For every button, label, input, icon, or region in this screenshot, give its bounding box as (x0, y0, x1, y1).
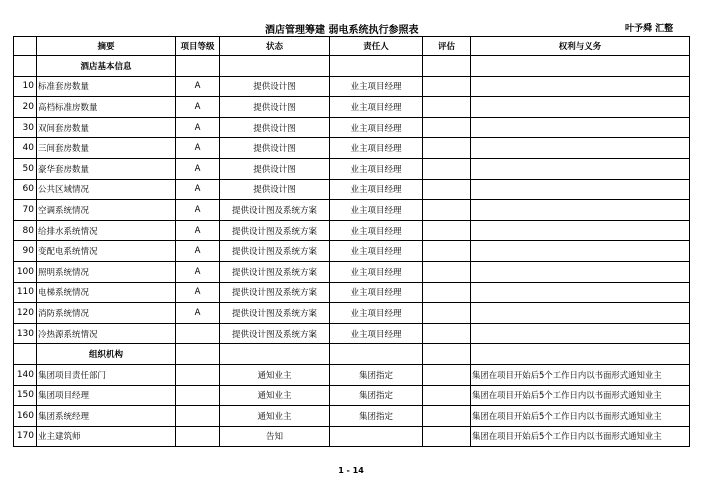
table-row (14, 117, 690, 138)
row-number: 20 (14, 97, 37, 118)
row-level (176, 426, 220, 447)
row-evaluation (423, 426, 471, 447)
row-number: 120 (14, 303, 37, 324)
row-summary: 三间套房数量 (37, 138, 176, 159)
row-status: 告知 (220, 426, 330, 447)
row-owner: 业主项目经理 (330, 179, 423, 200)
row-status: 提供设计图及系统方案 (220, 323, 330, 344)
row-evaluation (423, 406, 471, 427)
column-header-no (14, 37, 37, 56)
row-evaluation (423, 158, 471, 179)
table-row (14, 426, 690, 447)
row-evaluation (423, 179, 471, 200)
row-level (176, 364, 220, 385)
table-row (14, 364, 690, 385)
row-number: 90 (14, 241, 37, 262)
row-status: 提供设计图 (220, 158, 330, 179)
row-status: 提供设计图 (220, 117, 330, 138)
row-rights (471, 220, 690, 241)
row-level: A (176, 97, 220, 118)
section-header-row (14, 56, 690, 77)
row-evaluation (423, 200, 471, 221)
row-summary: 空调系统情况 (37, 200, 176, 221)
table-row (14, 97, 690, 118)
row-status: 提供设计图 (220, 76, 330, 97)
execution-reference-table (13, 36, 690, 447)
row-evaluation (423, 76, 471, 97)
row-status: 提供设计图及系统方案 (220, 282, 330, 303)
row-number: 140 (14, 364, 37, 385)
row-number: 10 (14, 76, 37, 97)
row-number: 30 (14, 117, 37, 138)
row-evaluation (423, 138, 471, 159)
empty-cell (423, 56, 471, 77)
row-owner: 业主项目经理 (330, 323, 423, 344)
row-rights (471, 97, 690, 118)
row-owner: 集团指定 (330, 364, 423, 385)
row-rights (471, 158, 690, 179)
empty-cell (330, 56, 423, 77)
row-rights (471, 303, 690, 324)
row-status: 提供设计图及系统方案 (220, 220, 330, 241)
row-rights (471, 179, 690, 200)
row-rights (471, 200, 690, 221)
row-status: 通知业主 (220, 364, 330, 385)
table-row (14, 323, 690, 344)
column-header-status: 状态 (220, 37, 330, 56)
table-row (14, 158, 690, 179)
row-owner: 业主项目经理 (330, 76, 423, 97)
row-owner: 业主项目经理 (330, 282, 423, 303)
empty-cell (176, 56, 220, 77)
row-level: A (176, 200, 220, 221)
empty-cell (176, 344, 220, 365)
row-summary: 集团项目经理 (37, 385, 176, 406)
row-evaluation (423, 323, 471, 344)
row-rights (471, 261, 690, 282)
row-level (176, 406, 220, 427)
column-header-summary: 摘要 (37, 37, 176, 56)
row-number: 150 (14, 385, 37, 406)
section-spacer-cell (14, 344, 37, 365)
section-header-row (14, 344, 690, 365)
row-number: 130 (14, 323, 37, 344)
row-number: 70 (14, 200, 37, 221)
row-level: A (176, 261, 220, 282)
row-rights: 集团在项目开始后5个工作日内以书面形式通知业主 (471, 406, 690, 427)
row-number: 60 (14, 179, 37, 200)
row-level: A (176, 303, 220, 324)
row-status: 提供设计图 (220, 97, 330, 118)
table-row (14, 241, 690, 262)
table-row (14, 385, 690, 406)
row-rights (471, 282, 690, 303)
empty-cell (330, 344, 423, 365)
row-summary: 冷热源系统情况 (37, 323, 176, 344)
row-owner: 业主项目经理 (330, 241, 423, 262)
row-summary: 集团项目责任部门 (37, 364, 176, 385)
row-level: A (176, 241, 220, 262)
empty-cell (220, 56, 330, 77)
row-evaluation (423, 261, 471, 282)
column-header-rights: 权利与义务 (471, 37, 690, 56)
section-spacer-cell (14, 56, 37, 77)
row-summary: 豪华套房数量 (37, 158, 176, 179)
row-evaluation (423, 282, 471, 303)
page-title: 酒店管理筹建 弱电系统执行参照表 (265, 25, 419, 36)
row-level: A (176, 282, 220, 303)
row-evaluation (423, 364, 471, 385)
row-level: A (176, 117, 220, 138)
row-level: A (176, 76, 220, 97)
row-number: 170 (14, 426, 37, 447)
empty-cell (471, 344, 690, 365)
empty-cell (220, 344, 330, 365)
row-status: 提供设计图 (220, 179, 330, 200)
empty-cell (471, 56, 690, 77)
row-status: 提供设计图及系统方案 (220, 303, 330, 324)
table-row (14, 200, 690, 221)
row-status: 通知业主 (220, 385, 330, 406)
row-status: 提供设计图及系统方案 (220, 241, 330, 262)
row-evaluation (423, 385, 471, 406)
table-row (14, 179, 690, 200)
row-summary: 业主建筑师 (37, 426, 176, 447)
row-rights (471, 76, 690, 97)
row-summary: 集团系统经理 (37, 406, 176, 427)
row-owner: 业主项目经理 (330, 303, 423, 324)
table-row (14, 76, 690, 97)
row-level (176, 323, 220, 344)
table-row (14, 282, 690, 303)
column-header-level: 项目等级 (176, 37, 220, 56)
column-header-owner: 责任人 (330, 37, 423, 56)
row-evaluation (423, 117, 471, 138)
page-header (0, 21, 702, 35)
row-rights: 集团在项目开始后5个工作日内以书面形式通知业主 (471, 426, 690, 447)
row-number: 80 (14, 220, 37, 241)
row-level: A (176, 220, 220, 241)
row-rights: 集团在项目开始后5个工作日内以书面形式通知业主 (471, 385, 690, 406)
row-owner: 集团指定 (330, 385, 423, 406)
empty-cell (423, 344, 471, 365)
row-number: 100 (14, 261, 37, 282)
author-label: 叶予舜 汇整 (625, 24, 674, 34)
row-summary: 变配电系统情况 (37, 241, 176, 262)
row-status: 提供设计图及系统方案 (220, 200, 330, 221)
row-number: 40 (14, 138, 37, 159)
row-rights: 集团在项目开始后5个工作日内以书面形式通知业主 (471, 364, 690, 385)
row-number: 50 (14, 158, 37, 179)
page-number: 1 - 14 (338, 466, 364, 475)
row-rights (471, 117, 690, 138)
row-summary: 公共区域情况 (37, 179, 176, 200)
row-evaluation (423, 241, 471, 262)
table-row (14, 220, 690, 241)
row-summary: 消防系统情况 (37, 303, 176, 324)
table-row (14, 261, 690, 282)
table-header-row (14, 37, 690, 56)
row-owner (330, 426, 423, 447)
row-summary: 照明系统情况 (37, 261, 176, 282)
row-status: 提供设计图及系统方案 (220, 261, 330, 282)
row-owner: 业主项目经理 (330, 138, 423, 159)
row-rights (471, 241, 690, 262)
row-summary: 电梯系统情况 (37, 282, 176, 303)
row-status: 通知业主 (220, 406, 330, 427)
row-level: A (176, 138, 220, 159)
row-status: 提供设计图 (220, 138, 330, 159)
row-rights (471, 138, 690, 159)
row-summary: 高档标准房数量 (37, 97, 176, 118)
row-summary: 标准套房数量 (37, 76, 176, 97)
section-title: 组织机构 (37, 344, 176, 365)
row-level (176, 385, 220, 406)
row-owner: 业主项目经理 (330, 158, 423, 179)
row-owner: 业主项目经理 (330, 117, 423, 138)
column-header-evaluation: 评估 (423, 37, 471, 56)
row-summary: 双间套房数量 (37, 117, 176, 138)
row-number: 160 (14, 406, 37, 427)
row-owner: 业主项目经理 (330, 200, 423, 221)
row-level: A (176, 179, 220, 200)
table-row (14, 138, 690, 159)
section-title: 酒店基本信息 (37, 56, 176, 77)
row-owner: 集团指定 (330, 406, 423, 427)
row-summary: 给排水系统情况 (37, 220, 176, 241)
row-level: A (176, 158, 220, 179)
row-evaluation (423, 303, 471, 324)
table-row (14, 303, 690, 324)
row-rights (471, 323, 690, 344)
table-row (14, 406, 690, 427)
row-owner: 业主项目经理 (330, 261, 423, 282)
row-owner: 业主项目经理 (330, 97, 423, 118)
row-owner: 业主项目经理 (330, 220, 423, 241)
row-evaluation (423, 97, 471, 118)
row-number: 110 (14, 282, 37, 303)
row-evaluation (423, 220, 471, 241)
